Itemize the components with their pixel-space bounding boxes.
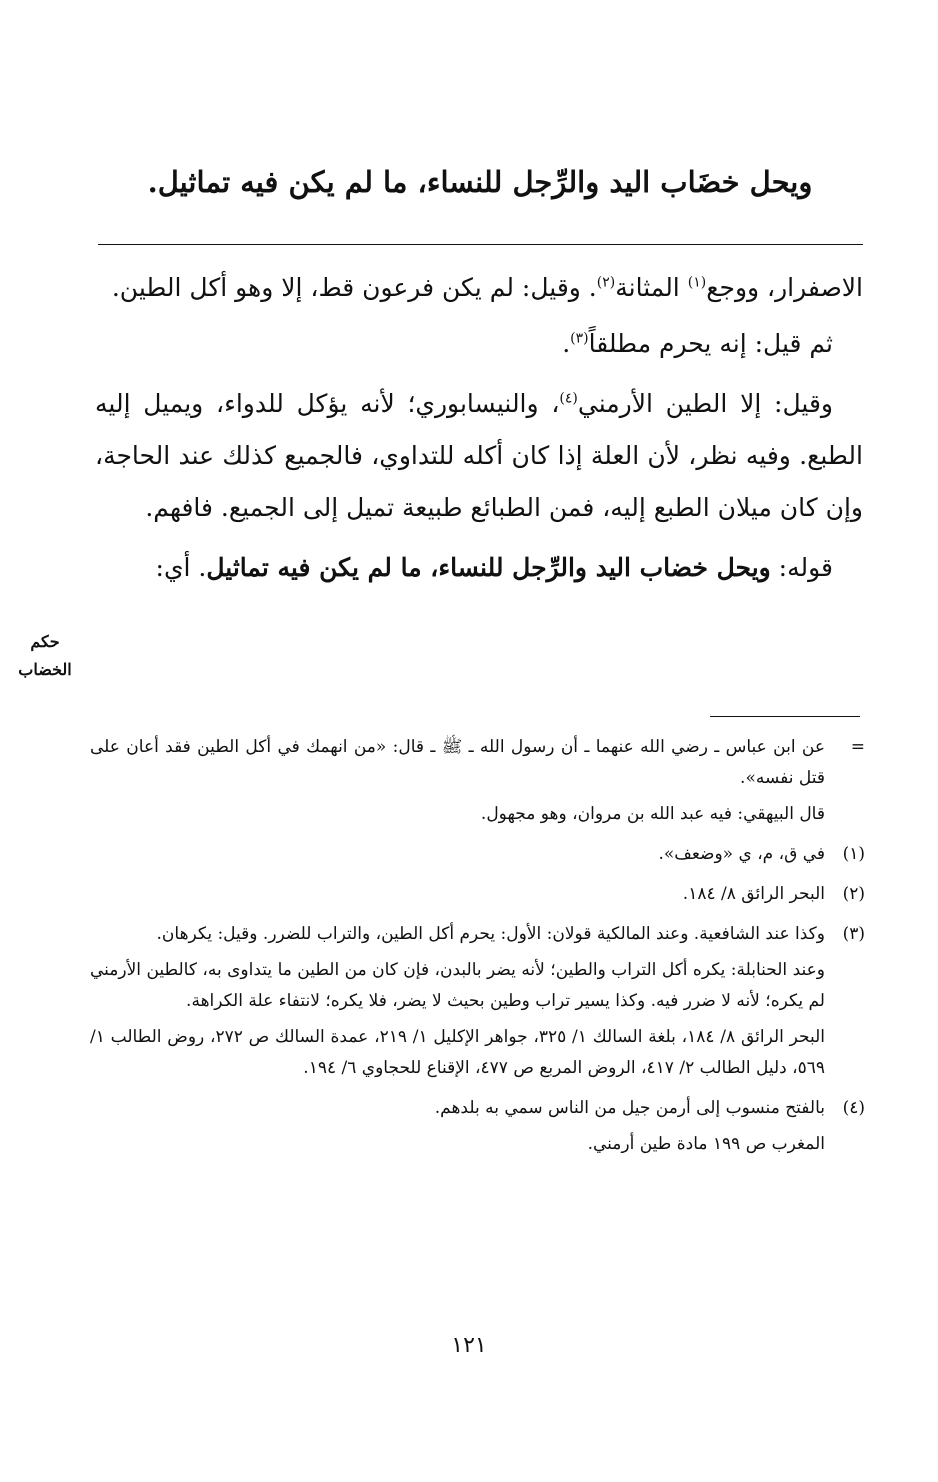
footnote-paragraph: وعند الحنابلة: يكره أكل التراب والطين؛ لأنه يضر بالبدن، فإن كان من الطين ما يتداوى به، كالطين الأرمني لم يكره؛ لأنه لا ضرر فيه. وكذا يسير تراب وطين بحيث لا يضر، فلا يكره؛ لانتفاء علة الكراهة. <box>90 960 825 1011</box>
footnote-mark: (٤) <box>842 1098 865 1118</box>
page-header-title: ويحل خضَاب اليد والرِّجل للنساء، ما لم يكن فيه تماثيل. <box>147 165 813 199</box>
footnote-1 <box>90 839 865 875</box>
paragraph-3 <box>95 378 863 534</box>
footnote-body <box>90 732 825 835</box>
footnote-mark: = <box>850 737 865 757</box>
margin-note <box>10 628 80 684</box>
footnote-body <box>90 839 825 875</box>
footnote-mark: (٢) <box>842 884 865 904</box>
footnote-mark: (١) <box>842 844 865 864</box>
footnote-ref-3[interactable]: (٣) <box>570 330 589 347</box>
text-run: المثانة <box>615 273 688 302</box>
footnote-divider <box>710 716 860 717</box>
footnote-paragraph: بالفتح منسوب إلى أرمن جيل من الناس سمي به بلدهم. <box>434 1098 825 1118</box>
footnotes <box>90 732 865 1169</box>
main-text <box>95 262 863 602</box>
footnote-paragraph: وكذا عند الشافعية. وعند المالكية قولان: الأول: يحرم أكل الطين، والتراب للضرر. وقيل: يكرهان. <box>156 924 825 944</box>
text-run: . وقيل: لم يكن فرعون قط، إلا وهو أكل الطين. <box>111 273 597 302</box>
footnote-ref-1[interactable]: (١) <box>687 274 707 291</box>
footnote-ref-4[interactable]: (٤) <box>559 390 578 407</box>
paragraph-1 <box>95 262 863 314</box>
paragraph-4 <box>95 542 863 594</box>
margin-note-line-2: الخضاب <box>18 660 72 679</box>
text-run: ، والنيسابوري؛ لأنه يؤكل للدواء، ويميل إليه الطبع. وفيه نظر، لأن العلة إذا كان أكله للتداوي، فالجميع كذلك عند الحاجة، وإن كان ميلان الطبع إليه، فمن الطبائع طبيعة تميل إلى الجميع. فافهم. <box>95 389 863 522</box>
paragraph-2 <box>95 318 863 370</box>
quoted-text: ويحل خضاب اليد والرِّجل للنساء، ما لم يكن فيه تماثيل <box>206 553 771 582</box>
text-run: قوله: <box>770 553 833 582</box>
text-run: ثم قيل: إنه يحرم مطلقاً <box>588 329 833 358</box>
footnote-line: في ق، م، ي «وضعف». <box>658 844 825 864</box>
footnote-4 <box>90 1093 865 1165</box>
footnote-continuation <box>90 732 865 835</box>
footnote-mark: (٣) <box>842 924 865 944</box>
footnote-3 <box>90 919 865 1089</box>
footnote-ref-2[interactable]: (٢) <box>596 274 616 291</box>
footnote-body <box>90 879 825 915</box>
footnote-line: البحر الرائق ٨/ ١٨٤. <box>682 884 825 904</box>
footnote-line: قال البيهقي: فيه عبد الله بن مروان، وهو مجهول. <box>480 804 825 824</box>
text-run: وقيل: إلا الطين الأرمني <box>577 389 833 418</box>
text-run: . أي: <box>155 553 207 582</box>
footnote-line: عن ابن عباس ـ رضي الله عنهما ـ أن رسول الله ـ ﷺ ـ قال: «من انهمك في أكل الطين فقد أعان على قتل نفسه». <box>90 737 825 788</box>
text-run: الاصفرار، ووجع <box>706 273 863 302</box>
header-divider <box>98 244 863 245</box>
page-number: ١٢١ <box>451 1333 487 1358</box>
footnote-paragraph: المغرب ص ١٩٩ مادة طين أرمني. <box>587 1134 825 1154</box>
margin-note-line-1: حكم <box>30 632 60 651</box>
footnote-2 <box>90 879 865 915</box>
footnote-paragraph: البحر الرائق ٨/ ١٨٤، بلغة السالك ١/ ٣٢٥، جواهر الإكليل ١/ ٢١٩، عمدة السالك ص ٢٧٢، روض الطالب ١/ ٥٦٩، دليل الطالب ٢/ ٤١٧، الروض المربع ص ٤٧٧، الإقناع للحجاوي ٦/ ١٩٤. <box>90 1027 826 1078</box>
footnote-body <box>90 919 825 1089</box>
text-run: . <box>562 329 571 358</box>
footnote-body <box>90 1093 825 1165</box>
